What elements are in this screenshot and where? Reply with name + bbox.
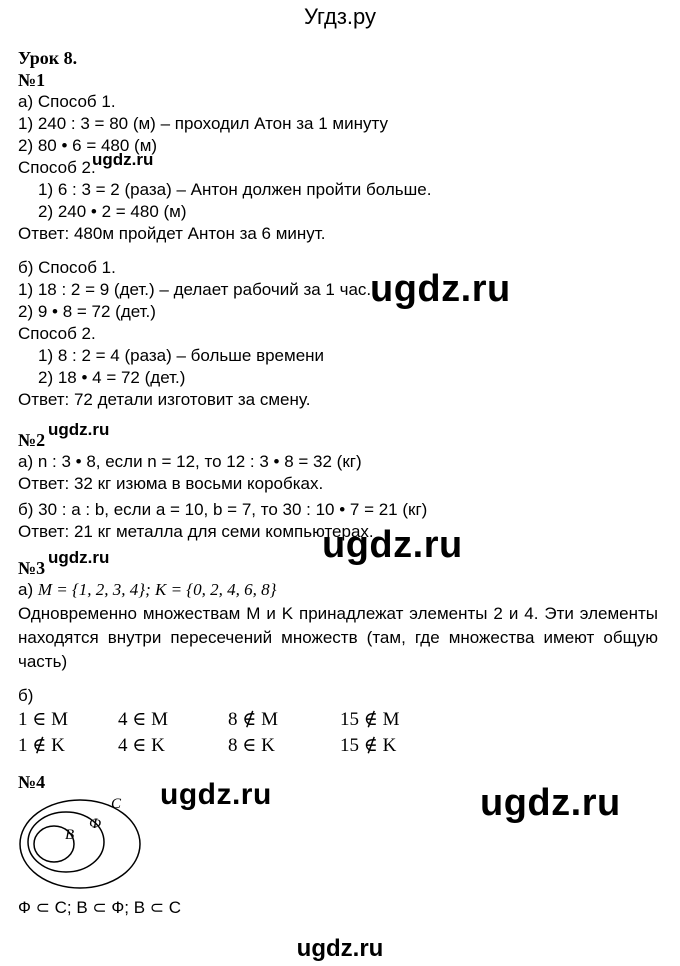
- label-F: Ф: [89, 816, 102, 832]
- task3-number: №3: [18, 558, 46, 578]
- task1-b-answer: Ответ: 72 детали изготовит за смену.: [18, 390, 311, 409]
- set-C-ellipse: [20, 800, 140, 888]
- task1-b-step3: 1) 8 : 2 = 4 (раза) – больше времени: [38, 346, 325, 365]
- membership-1-K: 1 ∉ K: [18, 735, 65, 756]
- task1-b-title: б) Способ 1.: [18, 258, 116, 277]
- task1-a-method2: Способ 2.: [18, 158, 96, 177]
- membership-8-K: 8 ∈ K: [228, 735, 275, 756]
- task4-number: №4: [18, 772, 46, 792]
- membership-1-M: 1 ∈ M: [18, 709, 68, 730]
- task2-a: а) n : 3 • 8, если n = 12, то 12 : 3 • 8 = 32 (кг): [18, 452, 362, 471]
- membership-8-M: 8 ∉ M: [228, 709, 278, 730]
- task3-a-line: [18, 580, 276, 600]
- venn-diagram: [14, 792, 144, 892]
- task2-b-answer: Ответ: 21 кг металла для семи компьютерах.: [18, 522, 374, 541]
- task1-a-step1: 1) 240 : 3 = 80 (м) – проходил Атон за 1 минуту: [18, 114, 388, 133]
- task3-sets: M = {1, 2, 3, 4}; K = {0, 2, 4, 6, 8}: [37, 580, 277, 599]
- task4-answer: Ф ⊂ C; B ⊂ Ф; B ⊂ C: [18, 898, 182, 917]
- lesson-title: Урок 8.: [18, 48, 78, 68]
- watermark-big: ugdz.ru: [322, 524, 463, 566]
- task3-b-label: б): [18, 686, 34, 705]
- task1-a-title: а) Способ 1.: [18, 92, 116, 111]
- watermark-small: ugdz.ru: [48, 548, 110, 567]
- task1-b-step1: 1) 18 : 2 = 9 (дет.) – делает рабочий за 1 час.: [18, 280, 372, 299]
- task3-paragraph: Одновременно множествам M и K принадлежат элементы 2 и 4. Эти элементы находятся внутри пересечений множеств (там, где множества имеют общую часть): [18, 604, 658, 671]
- site-header: Угдз.ру: [303, 4, 377, 29]
- task1-a-answer: Ответ: 480м пройдет Антон за 6 минут.: [18, 224, 326, 243]
- task1-b-step2: 2) 9 • 8 = 72 (дет.): [18, 302, 156, 321]
- watermark-small: ugdz.ru: [92, 150, 154, 169]
- membership-4-K: 4 ∈ K: [118, 735, 165, 756]
- label-C: C: [111, 796, 122, 812]
- membership-4-M: 4 ∈ M: [118, 709, 168, 730]
- task1-number: №1: [18, 70, 46, 90]
- task1-b-step4: 2) 18 • 4 = 72 (дет.): [38, 368, 186, 387]
- watermark-big: ugdz.ru: [160, 778, 272, 811]
- label-B: B: [65, 827, 75, 843]
- task2-b: б) 30 : a : b, если a = 10, b = 7, то 30 : 10 • 7 = 21 (кг): [18, 500, 428, 519]
- site-footer: ugdz.ru: [296, 935, 384, 962]
- task1-a-step3: 1) 6 : 3 = 2 (раза) – Антон должен пройти больше.: [38, 180, 432, 199]
- watermark-small: ugdz.ru: [48, 420, 110, 439]
- task1-a-step2: 2) 80 • 6 = 480 (м): [18, 136, 158, 155]
- task2-a-answer: Ответ: 32 кг изюма в восьми коробках.: [18, 474, 324, 493]
- task3-a-prefix: а): [18, 580, 38, 599]
- task1-a-step4: 2) 240 • 2 = 480 (м): [38, 202, 187, 221]
- task1-b-method2: Способ 2.: [18, 324, 96, 343]
- task2-number: №2: [18, 430, 46, 450]
- watermark-big: ugdz.ru: [370, 268, 511, 310]
- membership-15-M: 15 ∉ M: [340, 709, 400, 730]
- membership-15-K: 15 ∉ K: [340, 735, 397, 756]
- watermark-big: ugdz.ru: [480, 782, 621, 824]
